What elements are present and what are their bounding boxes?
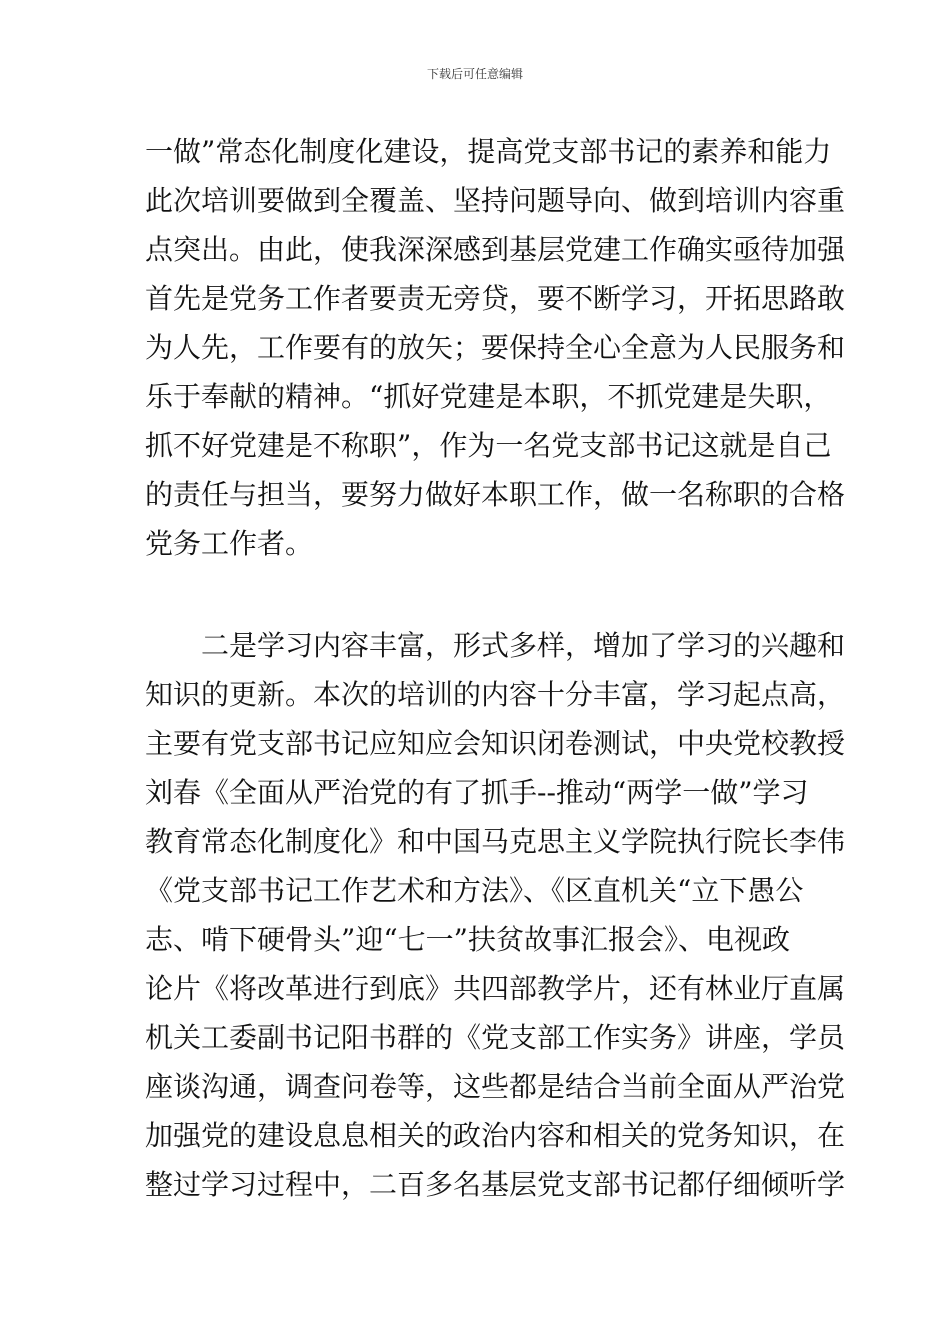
text-line: 加强党的建设息息相关的政治内容和相关的党务知识，在 bbox=[145, 1119, 846, 1152]
text-line: 点突出。由此，使我深深感到基层党建工作确实亟待加强 bbox=[145, 233, 846, 266]
text-line: 乐于奉献的精神。“抓好党建是本职，不抓党建是失职， bbox=[145, 380, 832, 413]
text-line: 二是学习内容丰富，形式多样，增加了学习的兴趣和 bbox=[201, 629, 846, 662]
text-line: 的责任与担当，要努力做好本职工作，做一名称职的合格 bbox=[145, 478, 846, 511]
text-line: 刘春《全面从严治党的有了抓手--推动“两学一做”学习 bbox=[145, 776, 809, 809]
text-line: 知识的更新。本次的培训的内容十分丰富，学习起点高， bbox=[145, 678, 846, 711]
text-line: 志、啃下硬骨头”迎“七一”扶贫故事汇报会》、电视政 bbox=[145, 923, 790, 956]
text-line: 教育常态化制度化》和中国马克思主义学院执行院长李伟 bbox=[145, 825, 846, 858]
text-line: 此次培训要做到全覆盖、坚持问题导向、做到培训内容重 bbox=[145, 184, 846, 217]
page-header: 下载后可任意编辑 bbox=[426, 67, 523, 81]
text-line: 为人先，工作要有的放矢；要保持全心全意为人民服务和 bbox=[145, 331, 846, 364]
text-line: 《党支部书记工作艺术和方法》、《区直机关“立下愚公 bbox=[145, 874, 804, 907]
text-line: 一做”常态化制度化建设，提高党支部书记的素养和能力 bbox=[145, 135, 832, 168]
text-line: 整过学习过程中，二百多名基层党支部书记都仔细倾听学 bbox=[145, 1168, 846, 1201]
text-line: 机关工委副书记阳书群的《党支部工作实务》讲座，学员 bbox=[145, 1021, 846, 1054]
text-line: 主要有党支部书记应知应会知识闭卷测试，中央党校教授 bbox=[145, 727, 846, 760]
text-line: 论片《将改革进行到底》共四部教学片，还有林业厅直属 bbox=[145, 972, 846, 1005]
text-line: 首先是党务工作者要责无旁贷，要不断学习，开拓思路敢 bbox=[145, 282, 846, 315]
text-line: 党务工作者。 bbox=[145, 527, 314, 560]
text-line: 抓不好党建是不称职”，作为一名党支部书记这就是自己 bbox=[145, 429, 832, 462]
text-line: 座谈沟通，调查问卷等，这些都是结合当前全面从严治党 bbox=[145, 1070, 846, 1103]
